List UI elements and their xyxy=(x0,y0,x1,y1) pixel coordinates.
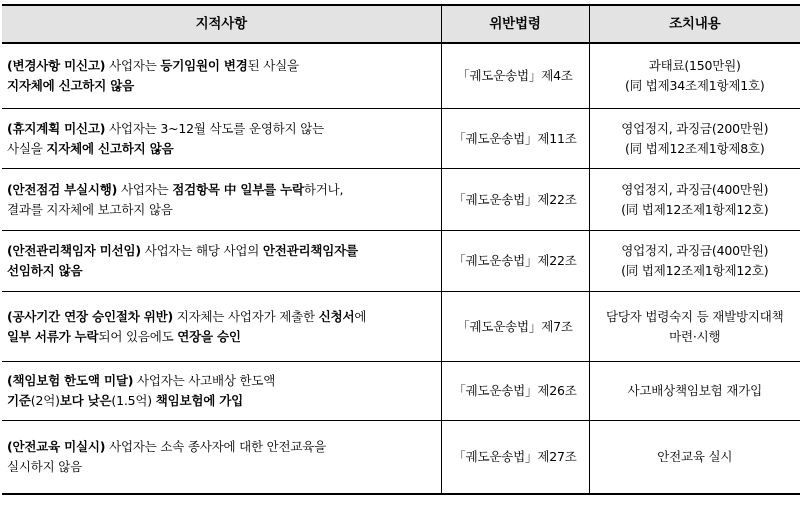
finding-emphasis: (책임보험 한도액 미달) xyxy=(7,373,134,388)
finding-line xyxy=(7,56,436,76)
action-line: 안전교육 실시 xyxy=(657,449,733,464)
finding-text: 된 사실을 xyxy=(247,58,299,73)
finding-text: 에 xyxy=(354,308,367,324)
finding-text: (2억) xyxy=(30,393,60,408)
finding-text: 하거나, xyxy=(303,181,344,197)
finding-cell xyxy=(2,362,441,421)
action-cell xyxy=(589,169,800,231)
finding-line xyxy=(7,119,436,139)
finding-cell xyxy=(2,43,441,109)
finding-text: 사업자는 소속 종사자에 대한 안전교육을 xyxy=(105,439,327,454)
finding-line xyxy=(7,76,436,96)
action-line: 마련·시행 xyxy=(669,328,721,344)
law-cell: 「궤도운송법」제11조 xyxy=(441,109,589,169)
action-line: (同 법제12조제1항제8호) xyxy=(624,140,765,156)
finding-emphasis: 연장을 승인 xyxy=(177,328,241,344)
finding-text: 사업자는 xyxy=(117,181,173,197)
action-cell xyxy=(589,231,800,292)
law-cell: 「궤도운송법」제27조 xyxy=(441,421,589,495)
finding-text: 사업자는 사고배상 한도액 xyxy=(133,373,276,388)
finding-line xyxy=(7,241,436,261)
finding-line xyxy=(7,200,436,220)
table-row xyxy=(2,292,800,362)
table-row xyxy=(2,421,800,495)
finding-emphasis: (변경사항 미신고) xyxy=(7,58,106,73)
finding-line xyxy=(7,371,436,391)
finding-line xyxy=(7,261,436,281)
action-line: 담당자 법령숙지 등 재발방지대책 xyxy=(605,308,784,324)
action-line: 과태료(150만원) xyxy=(648,58,741,73)
finding-emphasis: 선임하지 않음 xyxy=(7,263,83,278)
table-row xyxy=(2,43,800,109)
action-cell xyxy=(589,421,800,495)
finding-text: 결과를 지자체에 보고하지 않음 xyxy=(7,201,173,217)
action-cell xyxy=(589,109,800,169)
finding-line xyxy=(7,437,436,457)
finding-line xyxy=(7,391,436,411)
finding-emphasis: 등기임원이 변경 xyxy=(160,58,248,73)
finding-line xyxy=(7,327,436,347)
table-row xyxy=(2,109,800,169)
finding-emphasis: 신청서 xyxy=(318,308,355,324)
finding-cell xyxy=(2,231,441,292)
action-line: 영업정지, 과징금(400만원) xyxy=(621,243,769,258)
header-row xyxy=(2,5,800,43)
header-law: 위반법령 xyxy=(441,5,589,43)
action-cell xyxy=(589,292,800,362)
finding-emphasis: 지자체에 신고하지 않음 xyxy=(7,78,135,93)
action-cell xyxy=(589,362,800,421)
finding-cell xyxy=(2,169,441,231)
table-row xyxy=(2,362,800,421)
finding-line xyxy=(7,139,436,159)
finding-text: 사업자는 xyxy=(105,58,161,73)
finding-emphasis: 보다 낮은 xyxy=(59,393,112,408)
finding-text: 되어 있음에도 xyxy=(98,328,178,344)
finding-emphasis: 점검항목 中 일부를 누락 xyxy=(172,181,304,197)
finding-emphasis: (공사기간 연장 승인절차 위반) xyxy=(7,308,173,324)
table-row xyxy=(2,169,800,231)
violations-table xyxy=(2,4,800,495)
action-cell xyxy=(589,43,800,109)
finding-text: (1.5억) xyxy=(111,393,156,408)
header-action: 조치내용 xyxy=(589,5,800,43)
header-finding: 지적사항 xyxy=(2,5,441,43)
law-cell: 「궤도운송법」제22조 xyxy=(441,169,589,231)
finding-text: 지자체는 사업자가 제출한 xyxy=(172,308,319,324)
finding-emphasis: 일부 서류가 누락 xyxy=(7,328,99,344)
finding-emphasis: 안전관리책임자를 xyxy=(262,243,358,258)
finding-cell xyxy=(2,421,441,495)
finding-line xyxy=(7,180,436,200)
law-cell: 「궤도운송법」제4조 xyxy=(441,43,589,109)
finding-line xyxy=(7,307,436,327)
finding-emphasis: 지자체에 신고하지 않음 xyxy=(46,140,174,156)
finding-text: 실시하지 않음 xyxy=(7,459,83,474)
finding-emphasis: (안전교육 미실시) xyxy=(7,439,106,454)
action-line: (同 법제12조제1항제12호) xyxy=(621,201,769,217)
action-line: (同 법제12조제1항제12호) xyxy=(621,263,769,278)
finding-cell xyxy=(2,109,441,169)
finding-emphasis: 기준 xyxy=(7,393,31,408)
finding-line xyxy=(7,457,436,477)
finding-text: 사업자는 해당 사업의 xyxy=(140,243,263,258)
finding-emphasis: 책임보험에 가입 xyxy=(155,393,243,408)
finding-text: 사업자는 3~12월 삭도를 운영하지 않는 xyxy=(105,120,324,136)
finding-emphasis: (안전점검 부실시행) xyxy=(7,181,118,197)
action-line: 영업정지, 과징금(200만원) xyxy=(621,120,769,136)
action-line: 영업정지, 과징금(400만원) xyxy=(621,181,769,197)
finding-cell xyxy=(2,292,441,362)
finding-text: 사실을 xyxy=(7,140,47,156)
action-line: 사고배상책임보험 재가입 xyxy=(627,383,762,398)
finding-emphasis: (안전관리책임자 미선임) xyxy=(7,243,141,258)
law-cell: 「궤도운송법」제26조 xyxy=(441,362,589,421)
table-row xyxy=(2,231,800,292)
action-line: (同 법제34조제1항제1호) xyxy=(624,78,765,93)
law-cell: 「궤도운송법」제22조 xyxy=(441,231,589,292)
finding-emphasis: (휴지계획 미신고) xyxy=(7,120,106,136)
law-cell: 「궤도운송법」제7조 xyxy=(441,292,589,362)
